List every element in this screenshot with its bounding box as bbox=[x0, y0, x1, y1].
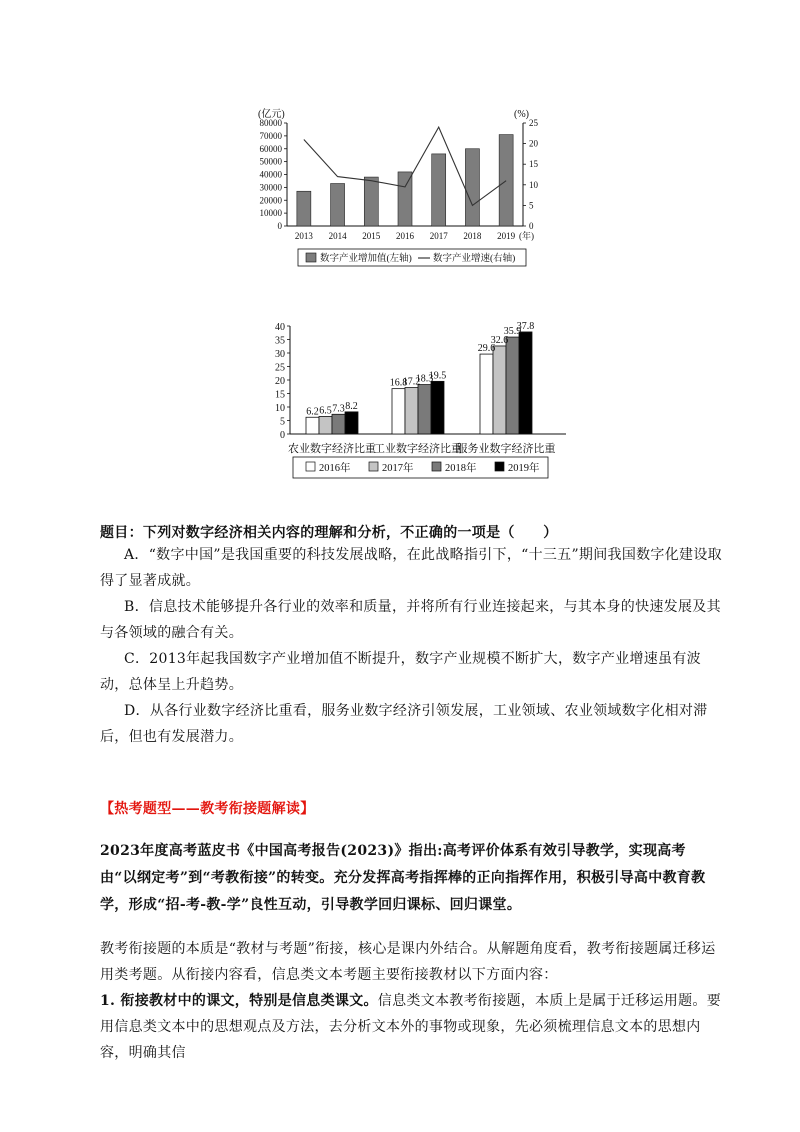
x-axis-unit: (年) bbox=[519, 231, 534, 241]
y-tick-label: 25 bbox=[275, 362, 285, 374]
option-d: D．从各行业数字经济比重看，服务业数字经济引领发展，工业领域、农业领域数字化相对滞后，但也有发展潜力。 bbox=[100, 703, 708, 745]
left-tick-label: 0 bbox=[277, 221, 282, 231]
left-tick-label: 80000 bbox=[259, 118, 282, 128]
y-axis-ticks bbox=[275, 322, 290, 441]
right-tick-label: 25 bbox=[529, 118, 538, 128]
body-paragraph-2 bbox=[100, 988, 722, 1066]
legend bbox=[293, 457, 548, 478]
bar-series bbox=[297, 135, 513, 226]
value-label: 35.9 bbox=[503, 326, 522, 338]
category-label: 农业数字经济比重 bbox=[288, 443, 376, 455]
x-label-2015: 2015 bbox=[362, 231, 381, 241]
x-label-2014: 2014 bbox=[328, 231, 347, 241]
right-axis-ticks bbox=[523, 118, 539, 231]
bar-工业数字经济比重-2016年 bbox=[392, 389, 405, 434]
y-tick-label: 10 bbox=[275, 403, 285, 414]
category-label: 工业数字经济比重 bbox=[374, 443, 462, 455]
right-tick-label: 0 bbox=[529, 221, 534, 231]
y-tick-label: 5 bbox=[280, 416, 285, 428]
right-tick-label: 15 bbox=[529, 159, 538, 170]
intro-paragraph: 2023年度高考蓝皮书《中国高考报告(2023)》指出:高考评价体系有效引导教学，实现高考由“以纲定考”到“考教衔接”的转变。充分发挥高考指挥棒的正向指挥作用，积极引导高中教育教学，形成“招-考-教-学”良性互动，引导教学回归课标、回归课堂。 bbox=[100, 843, 706, 913]
right-axis-unit: (%) bbox=[514, 109, 529, 120]
legend-swatch-2016年 bbox=[306, 462, 315, 471]
section-title: 【热考题型——教考衔接题解读】 bbox=[100, 801, 315, 817]
bar-2019 bbox=[499, 135, 513, 226]
paragraph-2-lead: 1. 衔接教材中的课文，特别是信息类课文。 bbox=[100, 993, 378, 1009]
option-a: A．“数字中国”是我国重要的科技发展战略，在此战略指引下，“十三五”期间我国数字化建设取得了显著成就。 bbox=[100, 547, 722, 589]
question-stem: 题目：下列对数字经济相关内容的理解和分析，不正确的一项是（ ） bbox=[100, 525, 558, 541]
bar-农业数字经济比重-2016年 bbox=[306, 417, 319, 434]
value-label: 29.6 bbox=[477, 343, 496, 355]
digital-industry-chart bbox=[258, 107, 539, 266]
legend-bar-swatch bbox=[306, 253, 316, 262]
legend-swatch-2017年 bbox=[369, 462, 378, 471]
right-tick-label: 10 bbox=[529, 179, 538, 190]
bar-农业数字经济比重-2019年 bbox=[345, 412, 358, 434]
value-label: 7.3 bbox=[332, 403, 345, 415]
left-tick-label: 70000 bbox=[259, 130, 282, 141]
sector-share-chart bbox=[275, 321, 566, 478]
left-tick-label: 30000 bbox=[259, 182, 282, 193]
bar-服务业数字经济比重-2018年 bbox=[506, 337, 519, 434]
legend-swatch-2018年 bbox=[432, 462, 441, 471]
bar-服务业数字经济比重-2017年 bbox=[493, 346, 506, 434]
y-tick-label: 40 bbox=[275, 322, 285, 333]
value-label: 17.2 bbox=[402, 376, 421, 388]
bar-工业数字经济比重-2017年 bbox=[405, 388, 418, 434]
bar-2016 bbox=[398, 172, 412, 226]
y-tick-label: 20 bbox=[275, 376, 285, 387]
legend-line-label: 数字产业增速(右轴) bbox=[433, 254, 516, 264]
left-axis-ticks bbox=[260, 118, 288, 231]
bar-2015 bbox=[364, 177, 378, 226]
y-tick-label: 35 bbox=[275, 335, 285, 347]
legend-label-2019年: 2019年 bbox=[508, 463, 540, 474]
left-tick-label: 60000 bbox=[259, 143, 282, 154]
right-tick-label: 5 bbox=[529, 200, 534, 211]
value-label: 6.5 bbox=[319, 405, 332, 417]
bar-服务业数字经济比重-2019年 bbox=[519, 332, 532, 434]
x-label-2019: 2019 bbox=[497, 231, 516, 241]
bar-2018 bbox=[465, 149, 479, 226]
x-label-2018: 2018 bbox=[463, 231, 482, 241]
left-tick-label: 50000 bbox=[259, 156, 282, 167]
value-label: 6.2 bbox=[306, 406, 319, 418]
bar-2014 bbox=[331, 184, 345, 226]
left-tick-label: 40000 bbox=[259, 169, 282, 180]
option-c: C．2013年起我国数字产业增加值不断提升，数字产业规模不断扩大，数字产业增速虽有波动，总体呈上升趋势。 bbox=[100, 651, 701, 693]
option-b: B．信息技术能够提升各行业的效率和质量，并将所有行业连接起来，与其本身的快速发展及其与各领域的融合有关。 bbox=[100, 599, 721, 641]
x-label-2013: 2013 bbox=[294, 231, 313, 241]
bar-农业数字经济比重-2018年 bbox=[332, 414, 345, 434]
left-tick-label: 20000 bbox=[259, 195, 282, 206]
category-labels bbox=[288, 441, 556, 455]
left-axis-unit: (亿元) bbox=[258, 109, 285, 120]
legend-label-2017年: 2017年 bbox=[382, 463, 414, 474]
value-label: 8.2 bbox=[345, 400, 358, 412]
value-label: 37.8 bbox=[516, 320, 535, 332]
value-label: 19.5 bbox=[428, 370, 447, 382]
bar-农业数字经济比重-2017年 bbox=[319, 416, 332, 434]
y-tick-label: 30 bbox=[275, 349, 285, 360]
paragraph-2-text: 信息类文本教考衔接题，本质上是属于迁移运用题。要用信息类文本中的思想观点及方法，去分析文本外的事物或现象，先必须梳理信息文本的思想内容，明确其信 bbox=[100, 993, 721, 1061]
value-label: 18.3 bbox=[415, 373, 434, 385]
y-tick-label: 0 bbox=[280, 430, 285, 441]
body-paragraph-1: 教考衔接题的本质是“教材与考题”衔接，核心是课内外结合。从解题角度看，教考衔接题属迁移运用类考题。从衔接内容看，信息类文本考题主要衔接教材以下方面内容： bbox=[100, 941, 716, 983]
legend-bar-label: 数字产业增加值(左轴) bbox=[320, 254, 412, 264]
legend-swatch-2019年 bbox=[495, 462, 504, 471]
bar-工业数字经济比重-2018年 bbox=[418, 385, 431, 434]
right-tick-label: 20 bbox=[529, 138, 538, 149]
x-label-2017: 2017 bbox=[429, 231, 448, 241]
x-tick-labels bbox=[295, 231, 516, 241]
bar-服务业数字经济比重-2016年 bbox=[480, 354, 493, 434]
value-label: 32.6 bbox=[490, 334, 509, 346]
legend bbox=[298, 249, 526, 266]
bar-2017 bbox=[432, 154, 446, 226]
bar-工业数字经济比重-2019年 bbox=[431, 381, 444, 434]
x-label-2016: 2016 bbox=[396, 231, 414, 241]
y-tick-label: 15 bbox=[275, 389, 285, 401]
charts-area bbox=[0, 0, 800, 500]
legend-label-2018年: 2018年 bbox=[445, 463, 477, 474]
value-label: 16.8 bbox=[389, 377, 408, 389]
legend-label-2016年: 2016年 bbox=[319, 463, 351, 474]
category-label: 服务业数字经济比重 bbox=[456, 443, 556, 455]
left-tick-label: 10000 bbox=[259, 208, 282, 219]
bar-2013 bbox=[297, 191, 311, 226]
